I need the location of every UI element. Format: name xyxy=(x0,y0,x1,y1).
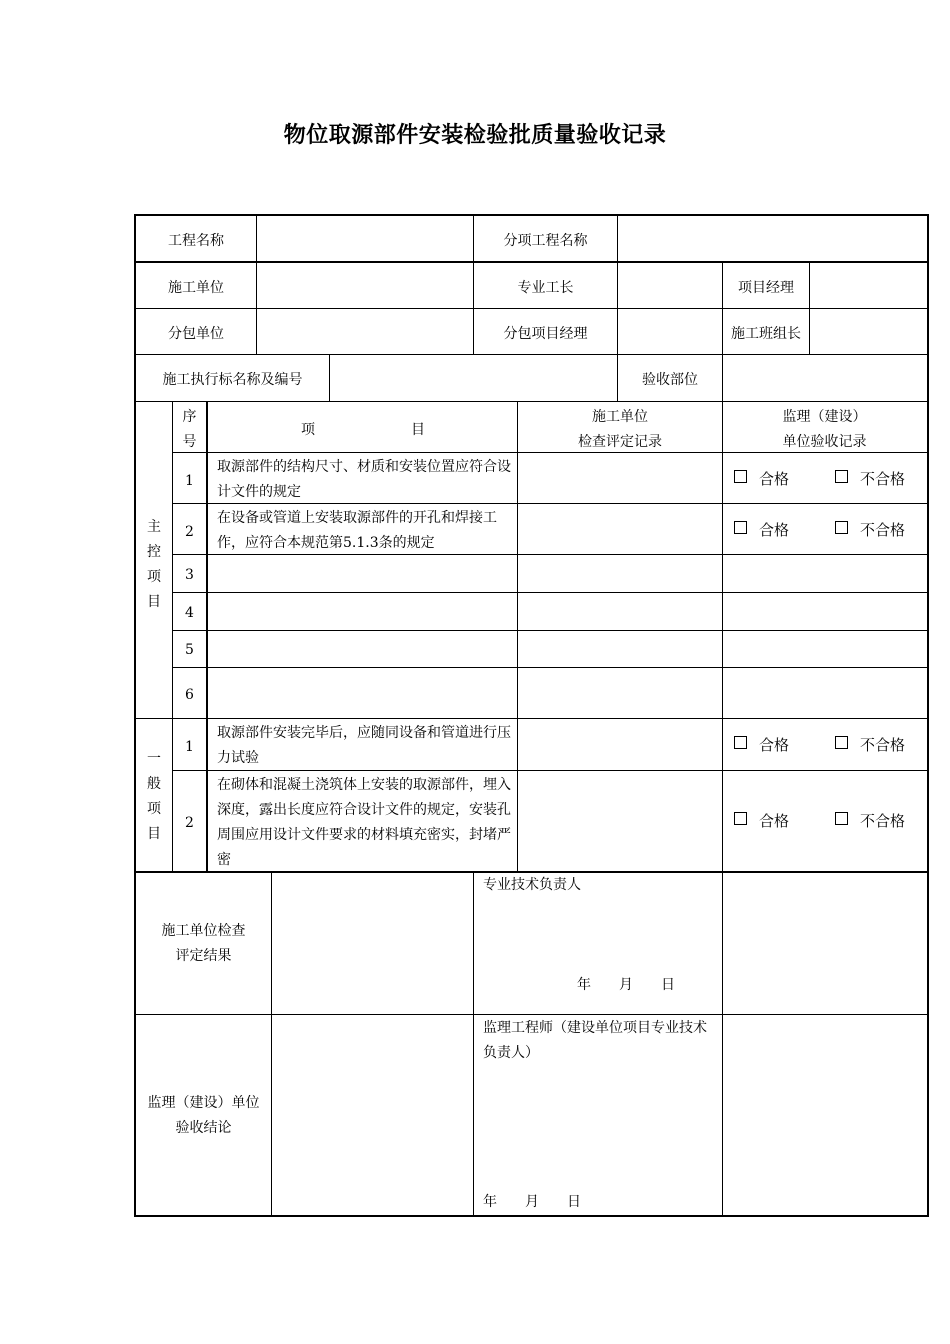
label-subcontract-unit: 分包单位 xyxy=(168,326,224,342)
row-number: 6 xyxy=(185,687,194,703)
label-supervision-engineer: 监理工程师（建设单位项目专业技术 xyxy=(483,1020,707,1036)
row-number: 1 xyxy=(185,473,194,489)
group-label-main-control: 主 xyxy=(147,519,161,535)
row-item-text: 取源部件的结构尺寸、材质和安装位置应符合设计文件的规定 xyxy=(217,459,511,500)
col-divider xyxy=(517,401,518,872)
checkbox-icon xyxy=(835,812,848,825)
checkbox-icon xyxy=(835,470,848,483)
col-divider xyxy=(809,261,810,355)
label-subcontract-manager: 分包项目经理 xyxy=(503,326,588,342)
field-subcontract-manager[interactable] xyxy=(619,309,721,354)
field-engineer-signature[interactable] xyxy=(724,1016,925,1213)
field-sub-project-name[interactable] xyxy=(619,216,925,261)
field-construction-unit[interactable] xyxy=(258,263,472,308)
col-divider xyxy=(329,354,330,402)
field-subcontract-unit[interactable] xyxy=(258,309,472,354)
checkbox-fail[interactable]: 不合格 xyxy=(835,520,905,540)
label-sub-project-name: 分项工程名称 xyxy=(503,233,588,249)
row-item-text[interactable] xyxy=(209,556,516,592)
field-project-manager[interactable] xyxy=(811,263,925,308)
group-label-general: 项 xyxy=(147,801,161,817)
row-divider xyxy=(172,592,928,593)
heading-item: 目 xyxy=(411,422,425,438)
date-line: 年 月 日 xyxy=(483,1194,581,1210)
checkbox-icon xyxy=(734,812,747,825)
row-number: 4 xyxy=(185,605,194,621)
checkbox-pass[interactable]: 合格 xyxy=(734,811,789,831)
checkbox-fail[interactable]: 不合格 xyxy=(835,469,905,489)
row-divider xyxy=(172,667,928,668)
field-project-name[interactable] xyxy=(258,216,472,261)
label-check-result: 评定结果 xyxy=(175,948,232,964)
label-check-result: 施工单位检查 xyxy=(161,923,246,939)
row-item-text: 取源部件安装完毕后，应随同设备和管道进行压力试验 xyxy=(217,725,511,766)
heading-supervision-record: 监理（建设） xyxy=(782,409,867,425)
label-project-name: 工程名称 xyxy=(168,233,224,249)
label-team-leader: 施工班组长 xyxy=(731,326,801,342)
col-divider xyxy=(473,872,474,1215)
checkbox-pass[interactable]: 合格 xyxy=(734,469,789,489)
checkbox-fail[interactable]: 不合格 xyxy=(835,735,905,755)
row-item-text: 在设备或管道上安装取源部件的开孔和焊接工作，应符合本规范第5.1.3条的规定 xyxy=(217,510,497,551)
col-divider xyxy=(722,261,723,873)
field-supervision-conclusion[interactable] xyxy=(273,1016,472,1213)
field-acceptance-part[interactable] xyxy=(724,356,925,401)
col-divider xyxy=(271,872,272,1215)
label-project-manager: 项目经理 xyxy=(738,280,794,296)
checkbox-fail[interactable]: 不合格 xyxy=(835,811,905,831)
field-standard-name[interactable] xyxy=(331,356,616,401)
checkbox-icon xyxy=(835,736,848,749)
group-label-general: 目 xyxy=(147,826,161,842)
checkbox-pass[interactable]: 合格 xyxy=(734,735,789,755)
group-label-main-control: 控 xyxy=(147,544,161,560)
label-tech-lead: 专业技术负责人 xyxy=(483,877,581,893)
row-number: 1 xyxy=(185,739,194,755)
row-number: 2 xyxy=(185,815,194,831)
field-tech-lead-signature[interactable] xyxy=(724,874,925,1014)
field-check-result[interactable] xyxy=(273,874,472,1014)
group-label-main-control: 项 xyxy=(147,569,161,585)
row-divider xyxy=(172,630,928,631)
row-item-text: 在砌体和混凝土浇筑体上安装的取源部件，埋入深度，露出长度应符合设计文件的规定，安装孔周围应用设计文件要求的材料填充密实，封堵严密 xyxy=(217,777,511,868)
heading-seq: 号 xyxy=(182,434,197,450)
col-divider xyxy=(256,214,257,355)
row-divider xyxy=(134,718,928,719)
heading-item: 项 xyxy=(301,422,315,438)
label-construction-unit: 施工单位 xyxy=(168,280,224,296)
row-number: 2 xyxy=(185,524,194,540)
date-line: 年 月 日 xyxy=(577,977,675,993)
field-foreman[interactable] xyxy=(619,263,721,308)
document-title: 物位取源部件安装检验批质量验收记录 xyxy=(283,123,667,148)
checkbox-icon xyxy=(835,521,848,534)
label-supervision-engineer: 负责人） xyxy=(483,1045,539,1061)
col-divider xyxy=(722,872,723,1215)
row-number: 3 xyxy=(185,567,194,583)
row-number: 5 xyxy=(185,642,194,658)
checkbox-pass[interactable]: 合格 xyxy=(734,520,789,540)
label-supervision-conclusion: 监理（建设）单位 xyxy=(147,1095,260,1111)
row-divider xyxy=(134,1014,928,1015)
col-divider xyxy=(206,401,208,872)
field-team-leader[interactable] xyxy=(811,309,925,354)
label-standard-name: 施工执行标名称及编号 xyxy=(162,372,303,388)
row-divider xyxy=(134,401,928,402)
group-label-general: 一 xyxy=(147,751,161,767)
row-item-text[interactable] xyxy=(209,632,516,667)
checkbox-icon xyxy=(734,470,747,483)
row-item-text[interactable] xyxy=(209,594,516,630)
checkbox-icon xyxy=(734,521,747,534)
heading-supervision-record: 单位验收记录 xyxy=(782,434,867,450)
group-label-main-control: 目 xyxy=(147,594,161,610)
checkbox-icon xyxy=(734,736,747,749)
label-foreman: 专业工长 xyxy=(517,280,574,296)
label-supervision-conclusion: 验收结论 xyxy=(175,1120,232,1136)
heading-construction-check: 施工单位 xyxy=(592,409,648,425)
heading-construction-check: 检查评定记录 xyxy=(578,434,662,450)
row-item-text[interactable] xyxy=(209,669,516,718)
label-acceptance-part: 验收部位 xyxy=(642,372,698,388)
group-label-general: 般 xyxy=(147,776,161,792)
heading-seq: 序 xyxy=(182,409,197,425)
